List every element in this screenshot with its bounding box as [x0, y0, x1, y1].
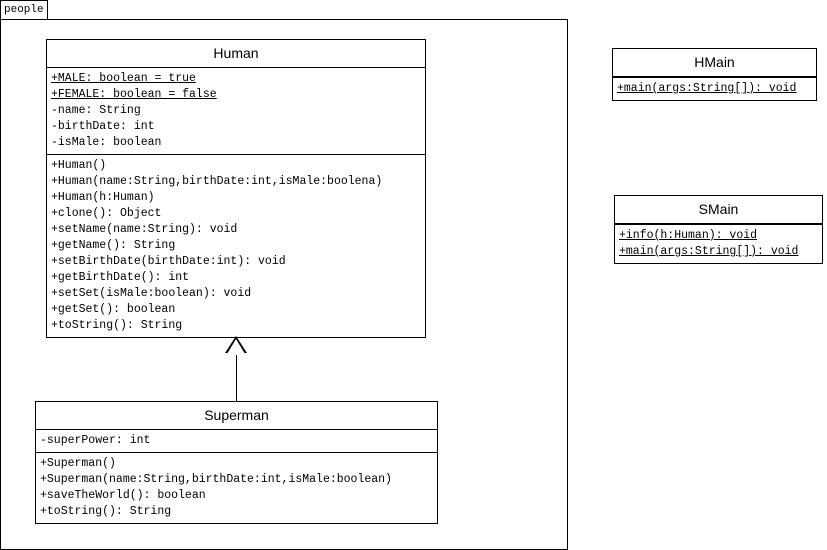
- class-name-human: Human: [47, 40, 425, 68]
- class-name-smain: SMain: [615, 196, 822, 224]
- package-tab-label: people: [0, 0, 48, 20]
- attribute-item: +FEMALE: boolean = false: [51, 88, 217, 101]
- operation-item: +getBirthDate(): int: [51, 271, 190, 284]
- class-box-human[interactable]: [46, 39, 426, 338]
- operation-item: +Human(h:Human): [51, 191, 155, 204]
- operation-item: +Superman(name:String,birthDate:int,isMale:boolean): [40, 473, 392, 486]
- operation-item: +setName(name:String): void: [51, 223, 238, 236]
- operation-item: +clone(): Object: [51, 207, 162, 220]
- class-box-smain[interactable]: [614, 195, 823, 264]
- operation-item: +setBirthDate(birthDate:int): void: [51, 255, 286, 268]
- class-box-superman[interactable]: [35, 401, 438, 524]
- operation-item: +getName(): String: [51, 239, 176, 252]
- operations-compartment-hmain: [613, 78, 816, 100]
- operation-item: +saveTheWorld(): boolean: [40, 489, 206, 502]
- attributes-compartment-human: [47, 68, 425, 155]
- operations-compartment-smain: [615, 225, 822, 263]
- attribute-item: -isMale: boolean: [51, 136, 162, 149]
- generalization-line: [236, 355, 237, 401]
- operation-item: +toString(): String: [40, 505, 172, 518]
- attribute-item: -superPower: int: [40, 434, 151, 447]
- attribute-item: -birthDate: int: [51, 120, 155, 133]
- operation-item: +main(args:String[]): void: [619, 245, 799, 258]
- operations-compartment-superman: [36, 453, 437, 523]
- operation-item: +setSet(isMale:boolean): void: [51, 287, 252, 300]
- generalization-arrowhead-fill: [227, 339, 245, 354]
- operation-item: +getSet(): boolean: [51, 303, 176, 316]
- attributes-compartment-superman: [36, 430, 437, 453]
- operation-item: +Superman(): [40, 457, 116, 470]
- operation-item: +info(h:Human): void: [619, 229, 758, 242]
- attribute-item: +MALE: boolean = true: [51, 72, 196, 85]
- class-name-superman: Superman: [36, 402, 437, 430]
- class-name-hmain: HMain: [613, 49, 816, 77]
- attribute-item: -name: String: [51, 104, 141, 117]
- class-box-hmain[interactable]: [612, 48, 817, 101]
- operations-compartment-human: [47, 155, 425, 337]
- operation-item: +main(args:String[]): void: [617, 82, 797, 95]
- operation-item: +Human(name:String,birthDate:int,isMale:boolena): [51, 175, 383, 188]
- operation-item: +Human(): [51, 159, 107, 172]
- operation-item: +toString(): String: [51, 319, 183, 332]
